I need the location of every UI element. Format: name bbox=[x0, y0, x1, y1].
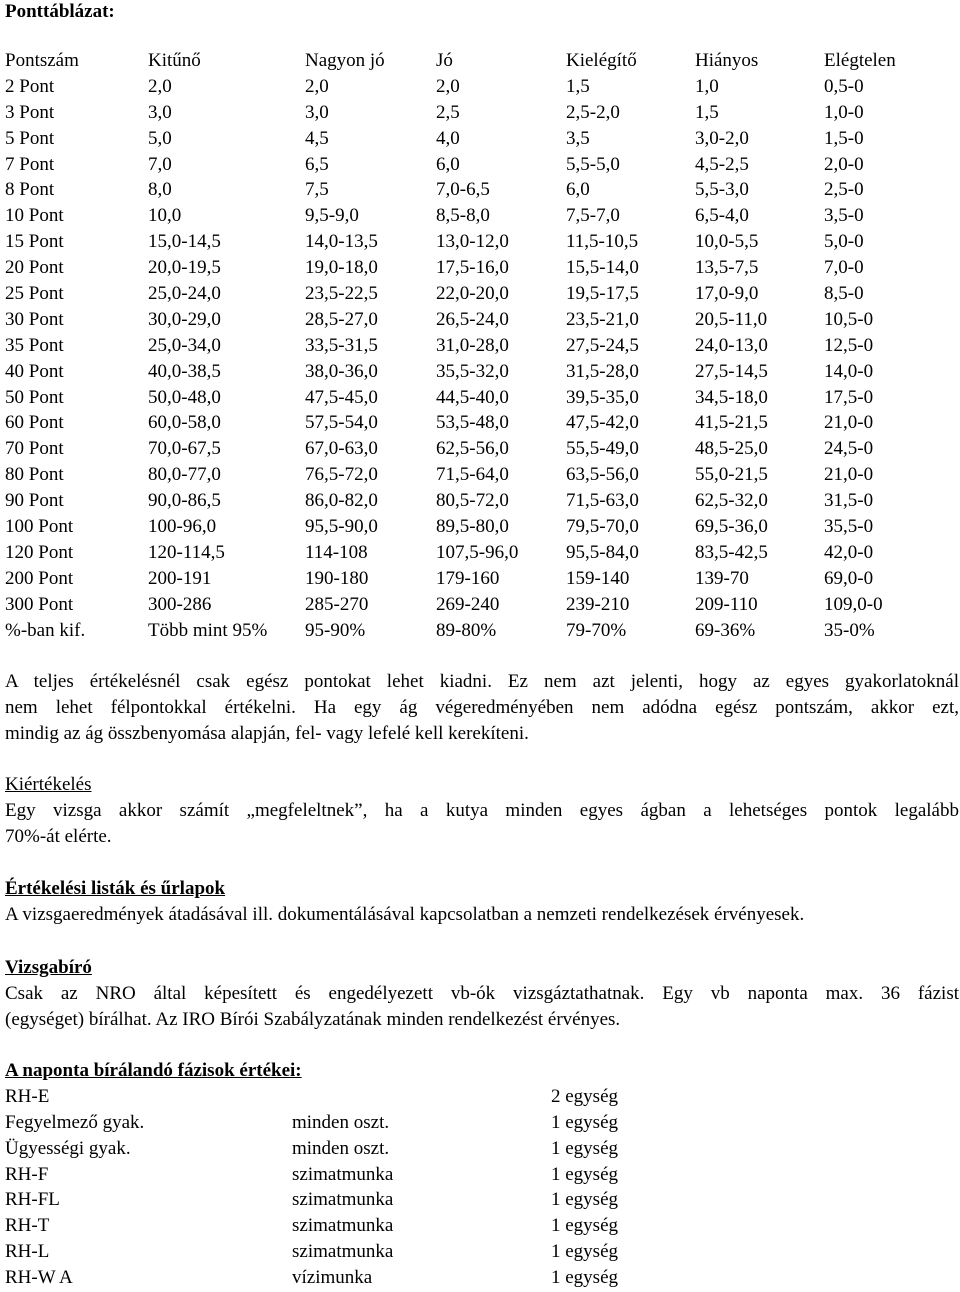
phase-row bbox=[5, 1187, 959, 1213]
table-cell: 2,0 bbox=[436, 75, 460, 97]
table-cell: 2,0 bbox=[305, 75, 329, 97]
table-cell: 69,5-36,0 bbox=[695, 516, 768, 538]
table-cell: 23,5-21,0 bbox=[566, 308, 639, 330]
table-cell: 55,0-21,5 bbox=[695, 464, 768, 486]
table-cell: 14,0-0 bbox=[824, 360, 874, 382]
table-cell: 15,0-14,5 bbox=[148, 231, 221, 253]
phase-class: szimatmunka bbox=[292, 1241, 394, 1263]
phase-units: 2 egység bbox=[551, 1085, 619, 1107]
table-cell: 3,0-2,0 bbox=[695, 127, 749, 149]
table-cell: 14,0-13,5 bbox=[305, 231, 378, 253]
table-cell: 20 Pont bbox=[5, 257, 64, 279]
table-cell: 2,0-0 bbox=[824, 153, 864, 175]
table-cell: 8 Pont bbox=[5, 179, 55, 201]
table-cell: 239-210 bbox=[566, 593, 630, 615]
table-cell: 26,5-24,0 bbox=[436, 308, 509, 330]
table-cell: 4,0 bbox=[436, 127, 460, 149]
note-line: A teljes értékelésnél csak egész pontokat lehet kiadni. Ez nem azt jelenti, hogy az egyes gyakorlatoknál bbox=[5, 671, 959, 692]
table-cell: %-ban kif. bbox=[5, 619, 86, 641]
table-cell: 40 Pont bbox=[5, 360, 64, 382]
table-cell: 31,5-0 bbox=[824, 490, 874, 512]
table-cell: 12,5-0 bbox=[824, 334, 874, 356]
table-cell: 300-286 bbox=[148, 593, 212, 615]
table-cell: 95,5-90,0 bbox=[305, 516, 378, 538]
page-title: Ponttáblázat: bbox=[5, 1, 115, 22]
table-cell: 114-108 bbox=[305, 541, 368, 563]
table-cell: 5,0 bbox=[148, 127, 172, 149]
table-cell: 33,5-31,5 bbox=[305, 334, 378, 356]
table-cell: 41,5-21,5 bbox=[695, 412, 768, 434]
table-cell: 8,5-0 bbox=[824, 283, 864, 305]
table-cell: 83,5-42,5 bbox=[695, 541, 768, 563]
table-cell: 71,5-63,0 bbox=[566, 490, 639, 512]
table-cell: 0,5-0 bbox=[824, 75, 864, 97]
table-cell: 50,0-48,0 bbox=[148, 386, 221, 408]
phase-units: 1 egység bbox=[551, 1163, 619, 1185]
table-cell: 69-36% bbox=[695, 619, 756, 641]
table-cell: 300 Pont bbox=[5, 593, 74, 615]
table-cell: 7,0-0 bbox=[824, 257, 864, 279]
table-cell: 53,5-48,0 bbox=[436, 412, 509, 434]
note-paragraph bbox=[5, 669, 959, 747]
table-cell: 1,0-0 bbox=[824, 101, 864, 123]
table-cell: 60,0-58,0 bbox=[148, 412, 221, 434]
table-cell: 19,5-17,5 bbox=[566, 283, 639, 305]
table-cell: 69,0-0 bbox=[824, 567, 874, 589]
table-cell: 5,0-0 bbox=[824, 231, 864, 253]
forms-text: A vizsgaeredmények átadásával ill. dokumentálásával kapcsolatban a nemzeti rendelkezések érvényesek. bbox=[5, 903, 805, 925]
table-cell: 30,0-29,0 bbox=[148, 308, 221, 330]
table-cell: 21,0-0 bbox=[824, 412, 874, 434]
table-cell: 6,0 bbox=[436, 153, 460, 175]
table-cell: 17,5-0 bbox=[824, 386, 874, 408]
table-cell: 44,5-40,0 bbox=[436, 386, 509, 408]
table-cell: 28,5-27,0 bbox=[305, 308, 378, 330]
phase-class: szimatmunka bbox=[292, 1189, 394, 1211]
table-cell: 11,5-10,5 bbox=[566, 231, 639, 253]
evaluation-line: Egy vizsga akkor számít „megfeleltnek”, ha a kutya minden egyes ágban a lehetséges pontok legalább bbox=[5, 799, 959, 821]
phase-units: 1 egység bbox=[551, 1241, 619, 1263]
evaluation-heading: Kiértékelés bbox=[5, 774, 92, 795]
table-cell: 60 Pont bbox=[5, 412, 64, 434]
phase-units: 1 egység bbox=[551, 1189, 619, 1211]
column-header: Kitűnő bbox=[148, 50, 201, 71]
table-cell: 13,5-7,5 bbox=[695, 257, 759, 279]
table-cell: 31,0-28,0 bbox=[436, 334, 509, 356]
table-cell: 57,5-54,0 bbox=[305, 412, 378, 434]
table-cell: 2,5-2,0 bbox=[566, 101, 620, 123]
table-cell: 24,0-13,0 bbox=[695, 334, 768, 356]
table-cell: 48,5-25,0 bbox=[695, 438, 768, 460]
table-cell: 10,5-0 bbox=[824, 308, 874, 330]
phase-name: RH-T bbox=[5, 1215, 50, 1237]
table-cell: 7,5 bbox=[305, 179, 329, 201]
phase-name: RH-W A bbox=[5, 1267, 73, 1289]
table-cell: 79,5-70,0 bbox=[566, 516, 639, 538]
table-cell: 62,5-56,0 bbox=[436, 438, 509, 460]
table-cell: 90,0-86,5 bbox=[148, 490, 221, 512]
table-cell: 80,5-72,0 bbox=[436, 490, 509, 512]
table-cell: 31,5-28,0 bbox=[566, 360, 639, 382]
table-cell: 1,0 bbox=[695, 75, 719, 97]
table-cell: 89-80% bbox=[436, 619, 497, 641]
table-cell: 86,0-82,0 bbox=[305, 490, 378, 512]
table-cell: 67,0-63,0 bbox=[305, 438, 378, 460]
table-cell: 1,5 bbox=[695, 101, 719, 123]
table-cell: 179-160 bbox=[436, 567, 500, 589]
phase-row bbox=[5, 1213, 959, 1239]
column-header: Nagyon jó bbox=[305, 50, 385, 71]
table-cell: 35,5-0 bbox=[824, 516, 874, 538]
phase-name: Ügyességi gyak. bbox=[5, 1137, 131, 1159]
phase-class: minden oszt. bbox=[292, 1111, 390, 1133]
table-cell: 2,0 bbox=[148, 75, 172, 97]
table-cell: 17,5-16,0 bbox=[436, 257, 509, 279]
table-cell: 15 Pont bbox=[5, 231, 64, 253]
table-cell: 109,0-0 bbox=[824, 593, 883, 615]
table-cell: 200 Pont bbox=[5, 567, 74, 589]
table-cell: 159-140 bbox=[566, 567, 630, 589]
table-cell: 95-90% bbox=[305, 619, 366, 641]
table-cell: 39,5-35,0 bbox=[566, 386, 639, 408]
table-cell: 7,5-7,0 bbox=[566, 205, 620, 227]
table-cell: 5 Pont bbox=[5, 127, 55, 149]
table-cell: 3,5 bbox=[566, 127, 590, 149]
table-cell: 21,0-0 bbox=[824, 464, 874, 486]
table-cell: 6,5-4,0 bbox=[695, 205, 749, 227]
table-cell: 35-0% bbox=[824, 619, 875, 641]
forms-heading: Értékelési listák és űrlapok bbox=[5, 878, 226, 899]
note-line: nem lehet félpontokkal értékelni. Ha egy ág végeredményében nem adódna egész pontszám, akkor ezt, bbox=[5, 696, 959, 718]
table-cell: 90 Pont bbox=[5, 490, 64, 512]
table-cell: 35,5-32,0 bbox=[436, 360, 509, 382]
table-cell: 20,5-11,0 bbox=[695, 308, 768, 330]
table-cell: 6,5 bbox=[305, 153, 329, 175]
table-cell: 34,5-18,0 bbox=[695, 386, 768, 408]
table-cell: 63,5-56,0 bbox=[566, 464, 639, 486]
phase-row bbox=[5, 1162, 959, 1188]
table-cell: Több mint 95% bbox=[148, 619, 268, 641]
table-cell: 3 Pont bbox=[5, 101, 55, 123]
table-cell: 8,5-8,0 bbox=[436, 205, 490, 227]
phase-row bbox=[5, 1136, 959, 1162]
table-cell: 47,5-42,0 bbox=[566, 412, 639, 434]
phase-name: RH-E bbox=[5, 1085, 50, 1107]
table-cell: 10,0-5,5 bbox=[695, 231, 759, 253]
phases-heading: A naponta bírálandó fázisok értékei: bbox=[5, 1060, 302, 1081]
table-cell: 6,0 bbox=[566, 179, 590, 201]
table-cell: 100 Pont bbox=[5, 516, 74, 538]
table-cell: 47,5-45,0 bbox=[305, 386, 378, 408]
phase-units: 1 egység bbox=[551, 1137, 619, 1159]
table-cell: 19,0-18,0 bbox=[305, 257, 378, 279]
table-cell: 269-240 bbox=[436, 593, 500, 615]
table-cell: 70,0-67,5 bbox=[148, 438, 221, 460]
table-cell: 30 Pont bbox=[5, 308, 64, 330]
phase-row bbox=[5, 1239, 959, 1265]
table-cell: 25 Pont bbox=[5, 283, 64, 305]
table-cell: 2 Pont bbox=[5, 75, 55, 97]
table-cell: 2,5 bbox=[436, 101, 460, 123]
column-header: Hiányos bbox=[695, 50, 759, 71]
table-cell: 76,5-72,0 bbox=[305, 464, 378, 486]
table-cell: 15,5-14,0 bbox=[566, 257, 639, 279]
table-cell: 71,5-64,0 bbox=[436, 464, 509, 486]
table-cell: 9,5-9,0 bbox=[305, 205, 359, 227]
table-cell: 55,5-49,0 bbox=[566, 438, 639, 460]
table-cell: 190-180 bbox=[305, 567, 369, 589]
judge-line: (egységet) bírálhat. Az IRO Bírói Szabályzatának minden rendelkezést érvényes. bbox=[5, 1008, 621, 1030]
table-cell: 3,0 bbox=[305, 101, 329, 123]
table-cell: 4,5 bbox=[305, 127, 329, 149]
table-cell: 200-191 bbox=[148, 567, 212, 589]
table-cell: 7,0-6,5 bbox=[436, 179, 490, 201]
judge-line: Csak az NRO által képesített és engedélyezett vb-ók vizsgáztathatnak. Egy vb naponta max. 36 fázist bbox=[5, 982, 959, 1004]
table-cell: 40,0-38,5 bbox=[148, 360, 221, 382]
phase-class: szimatmunka bbox=[292, 1163, 394, 1185]
table-cell: 4,5-2,5 bbox=[695, 153, 749, 175]
phase-name: RH-FL bbox=[5, 1189, 60, 1211]
phase-row bbox=[5, 1084, 959, 1110]
judge-section bbox=[5, 955, 959, 1033]
phase-class: vízimunka bbox=[292, 1267, 373, 1289]
phase-row bbox=[5, 1265, 959, 1291]
phases-list bbox=[5, 1084, 959, 1291]
table-cell: 79-70% bbox=[566, 619, 627, 641]
table-cell: 95,5-84,0 bbox=[566, 541, 639, 563]
table-cell: 139-70 bbox=[695, 567, 749, 589]
table-cell: 23,5-22,5 bbox=[305, 283, 378, 305]
note-line: mindig az ág összbenyomása alapján, fel- vagy lefelé kell kerekíteni. bbox=[5, 722, 529, 744]
table-cell: 22,0-20,0 bbox=[436, 283, 509, 305]
table-cell: 10 Pont bbox=[5, 205, 64, 227]
phases-section bbox=[5, 1058, 959, 1291]
table-cell: 7 Pont bbox=[5, 153, 55, 175]
table-cell: 27,5-24,5 bbox=[566, 334, 639, 356]
column-header: Pontszám bbox=[5, 50, 79, 71]
table-cell: 89,5-80,0 bbox=[436, 516, 509, 538]
table-cell: 20,0-19,5 bbox=[148, 257, 221, 279]
table-cell: 107,5-96,0 bbox=[436, 541, 519, 563]
table-cell: 38,0-36,0 bbox=[305, 360, 378, 382]
table-cell: 120 Pont bbox=[5, 541, 74, 563]
table-cell: 24,5-0 bbox=[824, 438, 874, 460]
column-header: Elégtelen bbox=[824, 50, 896, 71]
table-cell: 13,0-12,0 bbox=[436, 231, 509, 253]
table-cell: 3,5-0 bbox=[824, 205, 864, 227]
phase-class: minden oszt. bbox=[292, 1137, 390, 1159]
table-cell: 10,0 bbox=[148, 205, 182, 227]
table-cell: 7,0 bbox=[148, 153, 172, 175]
table-cell: 3,0 bbox=[148, 101, 172, 123]
table-cell: 25,0-24,0 bbox=[148, 283, 221, 305]
phase-units: 1 egység bbox=[551, 1215, 619, 1237]
phase-class: szimatmunka bbox=[292, 1215, 394, 1237]
table-cell: 62,5-32,0 bbox=[695, 490, 768, 512]
table-cell: 50 Pont bbox=[5, 386, 64, 408]
evaluation-section bbox=[5, 772, 959, 850]
column-header: Kielégítő bbox=[566, 50, 637, 71]
column-header: Jó bbox=[436, 50, 453, 71]
table-cell: 1,5 bbox=[566, 75, 590, 97]
table-cell: 80 Pont bbox=[5, 464, 64, 486]
phase-name: RH-F bbox=[5, 1163, 49, 1185]
judge-heading: Vizsgabíró bbox=[5, 957, 92, 978]
table-cell: 25,0-34,0 bbox=[148, 334, 221, 356]
table-cell: 27,5-14,5 bbox=[695, 360, 768, 382]
table-cell: 35 Pont bbox=[5, 334, 64, 356]
table-cell: 285-270 bbox=[305, 593, 369, 615]
table-cell: 2,5-0 bbox=[824, 179, 864, 201]
table-cell: 5,5-5,0 bbox=[566, 153, 620, 175]
table-cell: 70 Pont bbox=[5, 438, 64, 460]
table-cell: 100-96,0 bbox=[148, 516, 217, 538]
table-cell: 1,5-0 bbox=[824, 127, 864, 149]
table-cell: 8,0 bbox=[148, 179, 172, 201]
evaluation-line: 70%-át elérte. bbox=[5, 825, 112, 847]
table-cell: 42,0-0 bbox=[824, 541, 874, 563]
phase-name: RH-L bbox=[5, 1241, 50, 1263]
phase-units: 1 egység bbox=[551, 1267, 619, 1289]
phase-row bbox=[5, 1110, 959, 1136]
phase-units: 1 egység bbox=[551, 1111, 619, 1133]
table-cell: 209-110 bbox=[695, 593, 758, 615]
table-cell: 17,0-9,0 bbox=[695, 283, 759, 305]
table-cell: 120-114,5 bbox=[148, 541, 225, 563]
phase-name: Fegyelmező gyak. bbox=[5, 1111, 145, 1133]
table-cell: 80,0-77,0 bbox=[148, 464, 221, 486]
forms-section bbox=[5, 876, 959, 928]
table-cell: 5,5-3,0 bbox=[695, 179, 749, 201]
